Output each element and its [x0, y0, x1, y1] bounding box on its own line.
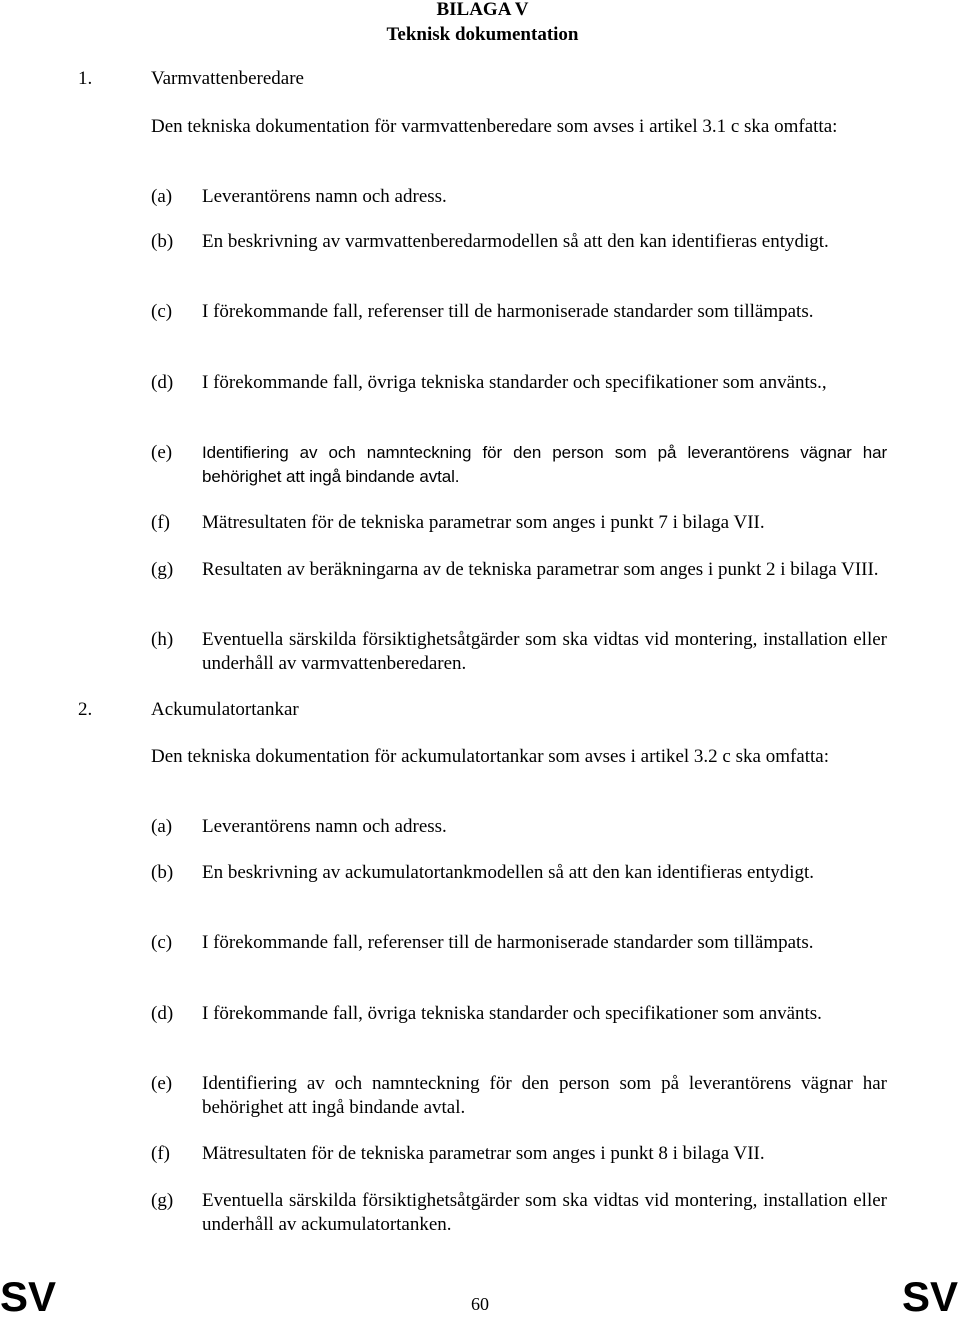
item-text: I förekommande fall, referenser till de harmoniserade standarder som tillämpats. — [202, 301, 814, 322]
item-text: I förekommande fall, övriga tekniska standarder och specifikationer som använts. — [202, 1003, 822, 1024]
list-item — [151, 558, 887, 582]
list-item — [151, 441, 887, 489]
item-letter: (b) — [151, 231, 174, 252]
item-text: Identifiering av och namnteckning för den person som på leverantörens vägnar har behörighet att ingå bindande avtal. — [202, 1073, 887, 1118]
annex-label: BILAGA V — [436, 0, 529, 20]
annex-title: Teknisk dokumentation — [386, 24, 579, 45]
section-2-intro: Den tekniska dokumentation för ackumulatortankar som avses i artikel 3.2 c ska omfatta: — [151, 746, 829, 767]
item-letter: (g) — [151, 1190, 174, 1211]
list-item — [151, 185, 887, 209]
section-2-title: Ackumulatortankar — [151, 699, 299, 720]
item-letter: (b) — [151, 862, 174, 883]
item-text: Mätresultaten för de tekniska parametrar som anges i punkt 7 i bilaga VII. — [202, 512, 765, 533]
list-item — [151, 931, 887, 955]
item-text: Leverantörens namn och adress. — [202, 816, 447, 837]
list-item — [151, 1142, 887, 1166]
item-letter: (c) — [151, 301, 173, 322]
item-letter: (e) — [151, 1073, 173, 1094]
section-1-intro: Den tekniska dokumentation för varmvattenberedare som avses i artikel 3.1 c ska omfatta: — [151, 116, 838, 137]
page-number: 60 — [471, 1294, 489, 1314]
item-letter: (a) — [151, 816, 173, 837]
item-text: En beskrivning av ackumulatortankmodellen så att den kan identifieras entydigt. — [202, 862, 815, 883]
item-text: Eventuella särskilda försiktighetsåtgärder som ska vidtas vid montering, installation eller underhåll av ackumulatortanken. — [202, 1190, 887, 1235]
list-item — [151, 815, 887, 839]
item-text: I förekommande fall, referenser till de harmoniserade standarder som tillämpats. — [202, 932, 814, 953]
item-text: Resultaten av beräkningarna av de tekniska parametrar som anges i punkt 2 i bilaga VIII. — [202, 559, 879, 580]
annex-header — [340, 0, 625, 47]
language-code-left: SV — [0, 1273, 57, 1320]
list-item — [151, 861, 887, 885]
section-2-number: 2. — [78, 699, 93, 720]
list-item — [151, 1189, 887, 1237]
list-item — [151, 511, 887, 535]
list-item — [151, 300, 887, 324]
item-letter: (h) — [151, 629, 174, 650]
list-item — [151, 371, 887, 395]
section-1-title: Varmvattenberedare — [151, 68, 304, 89]
item-letter: (e) — [151, 442, 173, 463]
item-text: I förekommande fall, övriga tekniska standarder och specifikationer som använts., — [202, 372, 827, 393]
item-text: Leverantörens namn och adress. — [202, 186, 447, 207]
list-item — [151, 1072, 887, 1120]
list-item — [151, 230, 887, 254]
item-letter: (g) — [151, 559, 174, 580]
list-item — [151, 1002, 887, 1026]
item-letter: (d) — [151, 1003, 174, 1024]
item-letter: (c) — [151, 932, 173, 953]
section-2-heading — [78, 698, 299, 722]
item-text: En beskrivning av varmvattenberedarmodellen så att den kan identifieras entydigt. — [202, 231, 829, 252]
item-text: Mätresultaten för de tekniska parametrar som anges i punkt 8 i bilaga VII. — [202, 1143, 765, 1164]
item-letter: (f) — [151, 512, 170, 533]
section-1-number: 1. — [78, 68, 93, 89]
item-letter: (a) — [151, 186, 173, 207]
item-text: Identifiering av och namnteckning för den person som på leverantörens vägnar har behörighet att ingå bindande avtal. — [202, 443, 887, 486]
language-code-right: SV — [901, 1273, 958, 1320]
item-letter: (d) — [151, 372, 174, 393]
item-text: Eventuella särskilda försiktighetsåtgärder som ska vidtas vid montering, installation eller underhåll av varmvattenberedaren. — [202, 629, 887, 674]
item-letter: (f) — [151, 1143, 170, 1164]
section-1-heading — [78, 67, 304, 91]
list-item — [151, 628, 887, 676]
